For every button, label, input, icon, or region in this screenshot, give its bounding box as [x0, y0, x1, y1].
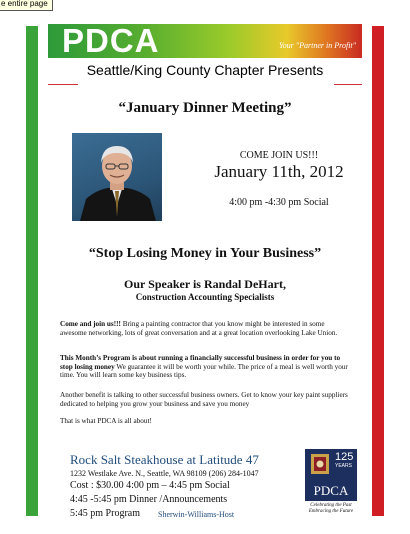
green-side-bar [26, 26, 38, 516]
program-text: We guarantee it will be worth your while. The price of a meal is well worth your time. You will learn some key business tips. [60, 362, 348, 380]
rule-right [334, 84, 362, 85]
seal-icon [310, 453, 330, 475]
program-headline: “Stop Losing Money in Your Business” [88, 246, 322, 261]
venue-name: Rock Salt Steakhouse at Latitude 47 [70, 452, 259, 467]
badge-tagline-past: Celebrating the Past [310, 503, 352, 508]
badge-years-word: YEARS [335, 463, 352, 469]
program-time: 5:45 pm Program [70, 508, 140, 519]
event-date: January 11th, 2012 [214, 162, 344, 181]
red-side-bar [372, 26, 384, 516]
come-join-text: COME JOIN US!!! [239, 150, 319, 161]
banner-slogan: Your "Partner in Profit" [278, 41, 356, 50]
speaker-firm: Construction Accounting Specialists [135, 292, 275, 302]
program-lead: This Month’s Program is about running a financially successful business in order for you to stop losing money [60, 354, 341, 371]
dinner-line: 4:45 -5:45 pm Dinner /Announcements [70, 494, 228, 505]
paragraph-invite [60, 320, 350, 337]
paragraph-benefit: Another benefit is talking to other successful business owners. Get to know your key paint suppliers dedicated to helping you grow your business and save you money [60, 391, 348, 408]
rule-left [48, 84, 78, 85]
speaker-photo [72, 133, 162, 221]
badge-name: PDCA [313, 483, 349, 498]
invite-lead: Come and join us!!! [60, 320, 121, 328]
anniversary-badge [305, 449, 357, 501]
pdca-banner [48, 24, 362, 58]
chapter-heading: Seattle/King County Chapter Presents [86, 62, 324, 78]
speaker-line: Our Speaker is Randal DeHart, [124, 277, 286, 291]
banner-logo: PDCA [62, 24, 160, 58]
paragraph-program [60, 354, 350, 380]
badge-tagline-future: Embracing the Future [308, 509, 354, 514]
meeting-title: “January Dinner Meeting” [118, 100, 292, 116]
cost-line: Cost : $30.00 4:00 pm – 4:45 pm Social [70, 480, 230, 491]
tooltip: e entire page [0, 0, 53, 11]
invite-text: Bring a painting contractor that you know might be interested in some awesome networking, lots of great conversation and at a great location overlooking Lake Union. [60, 320, 338, 337]
venue-address: 1232 Westlake Ave. N., Seattle, WA 98109 (206) 284-1047 [70, 469, 259, 478]
paragraph-closing: That is what PDCA is all about! [60, 417, 152, 425]
social-time: 4:00 pm -4:30 pm Social [229, 197, 329, 208]
badge-years-number: 125 [335, 451, 354, 463]
host-sponsor: Sherwin-Williams-Host [158, 510, 235, 519]
